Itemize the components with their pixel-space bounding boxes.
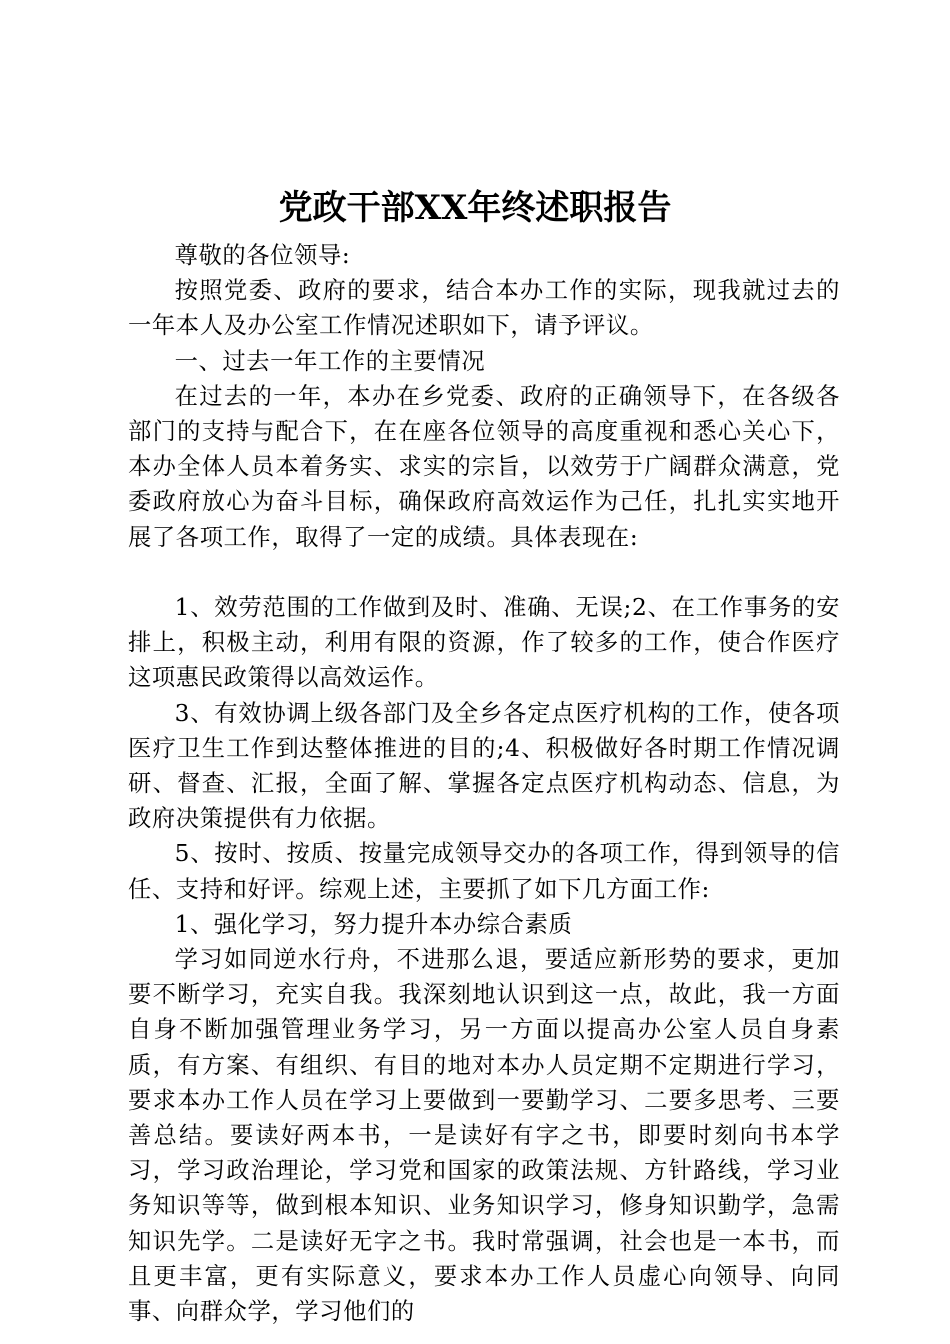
paragraph-item-5: 5、按时、按质、按量完成领导交办的各项工作，得到领导的信任、支持和好评。综观上述，主要抓了如下几方面工作: [128,840,840,903]
paragraph-items-1-2: 1、效劳范围的工作做到及时、准确、无误;2、在工作事务的安排上，积极主动，利用有限的资源，作了较多的工作，使合作医疗这项惠民政策得以高效运作。 [128,594,840,692]
subsection-heading-1: 1、强化学习，努力提升本办综合素质 [174,910,573,938]
section-heading-1: 一、过去一年工作的主要情况 [174,347,486,375]
paragraph-items-3-4: 3、有效协调上级各部门及全乡各定点医疗机构的工作，使各项医疗卫生工作到达整体推进的目的;4、积极做好各时期工作情况调研、督查、汇报，全面了解、掌握各定点医疗机构动态、信息，为政府决策提供有力依据。 [128,699,840,833]
paragraph-overview: 在过去的一年，本办在乡党委、政府的正确领导下，在各级各部门的支持与配合下，在在座各位领导的高度重视和悉心关心下，本办全体人员本着务实、求实的宗旨，以效劳于广阔群众满意，党委政府放心为奋斗目标，确保政府高效运作为己任，扎扎实实地开展了各项工作，取得了一定的成绩。具体表现在: [128,382,840,551]
paragraph-intro: 按照党委、政府的要求，结合本办工作的实际，现我就过去的一年本人及办公室工作情况述职如下，请予评议。 [128,277,840,340]
salutation: 尊敬的各位领导: [174,242,351,269]
blank-line [128,555,840,590]
paragraph-study: 学习如同逆水行舟，不进那么退，要适应新形势的要求，更加要不断学习，充实自我。我深刻地认识到这一点，故此，我一方面自身不断加强管理业务学习，另一方面以提高办公室人员自身素质，有方案、有组织、有目的地对本办人员定期不定期进行学习，要求本办工作人员在学习上要做到一要勤学习、二要多思考、三要善总结。要读好两本书，一是读好有字之书，即要时刻向书本学习，学习政治理论，学习党和国家的政策法规、方针路线，学习业务知识等等，做到根本知识、业务知识学习，修身知识勤学，急需知识先学。二是读好无字之书。我时常强调，社会也是一本书，而且更丰富，更有实际意义，要求本办工作人员虚心向领导、向同事、向群众学，学习他们的 [128,946,840,1326]
document-title: 党政干部XX年终述职报告 [278,188,672,228]
document-body [128,238,840,1329]
